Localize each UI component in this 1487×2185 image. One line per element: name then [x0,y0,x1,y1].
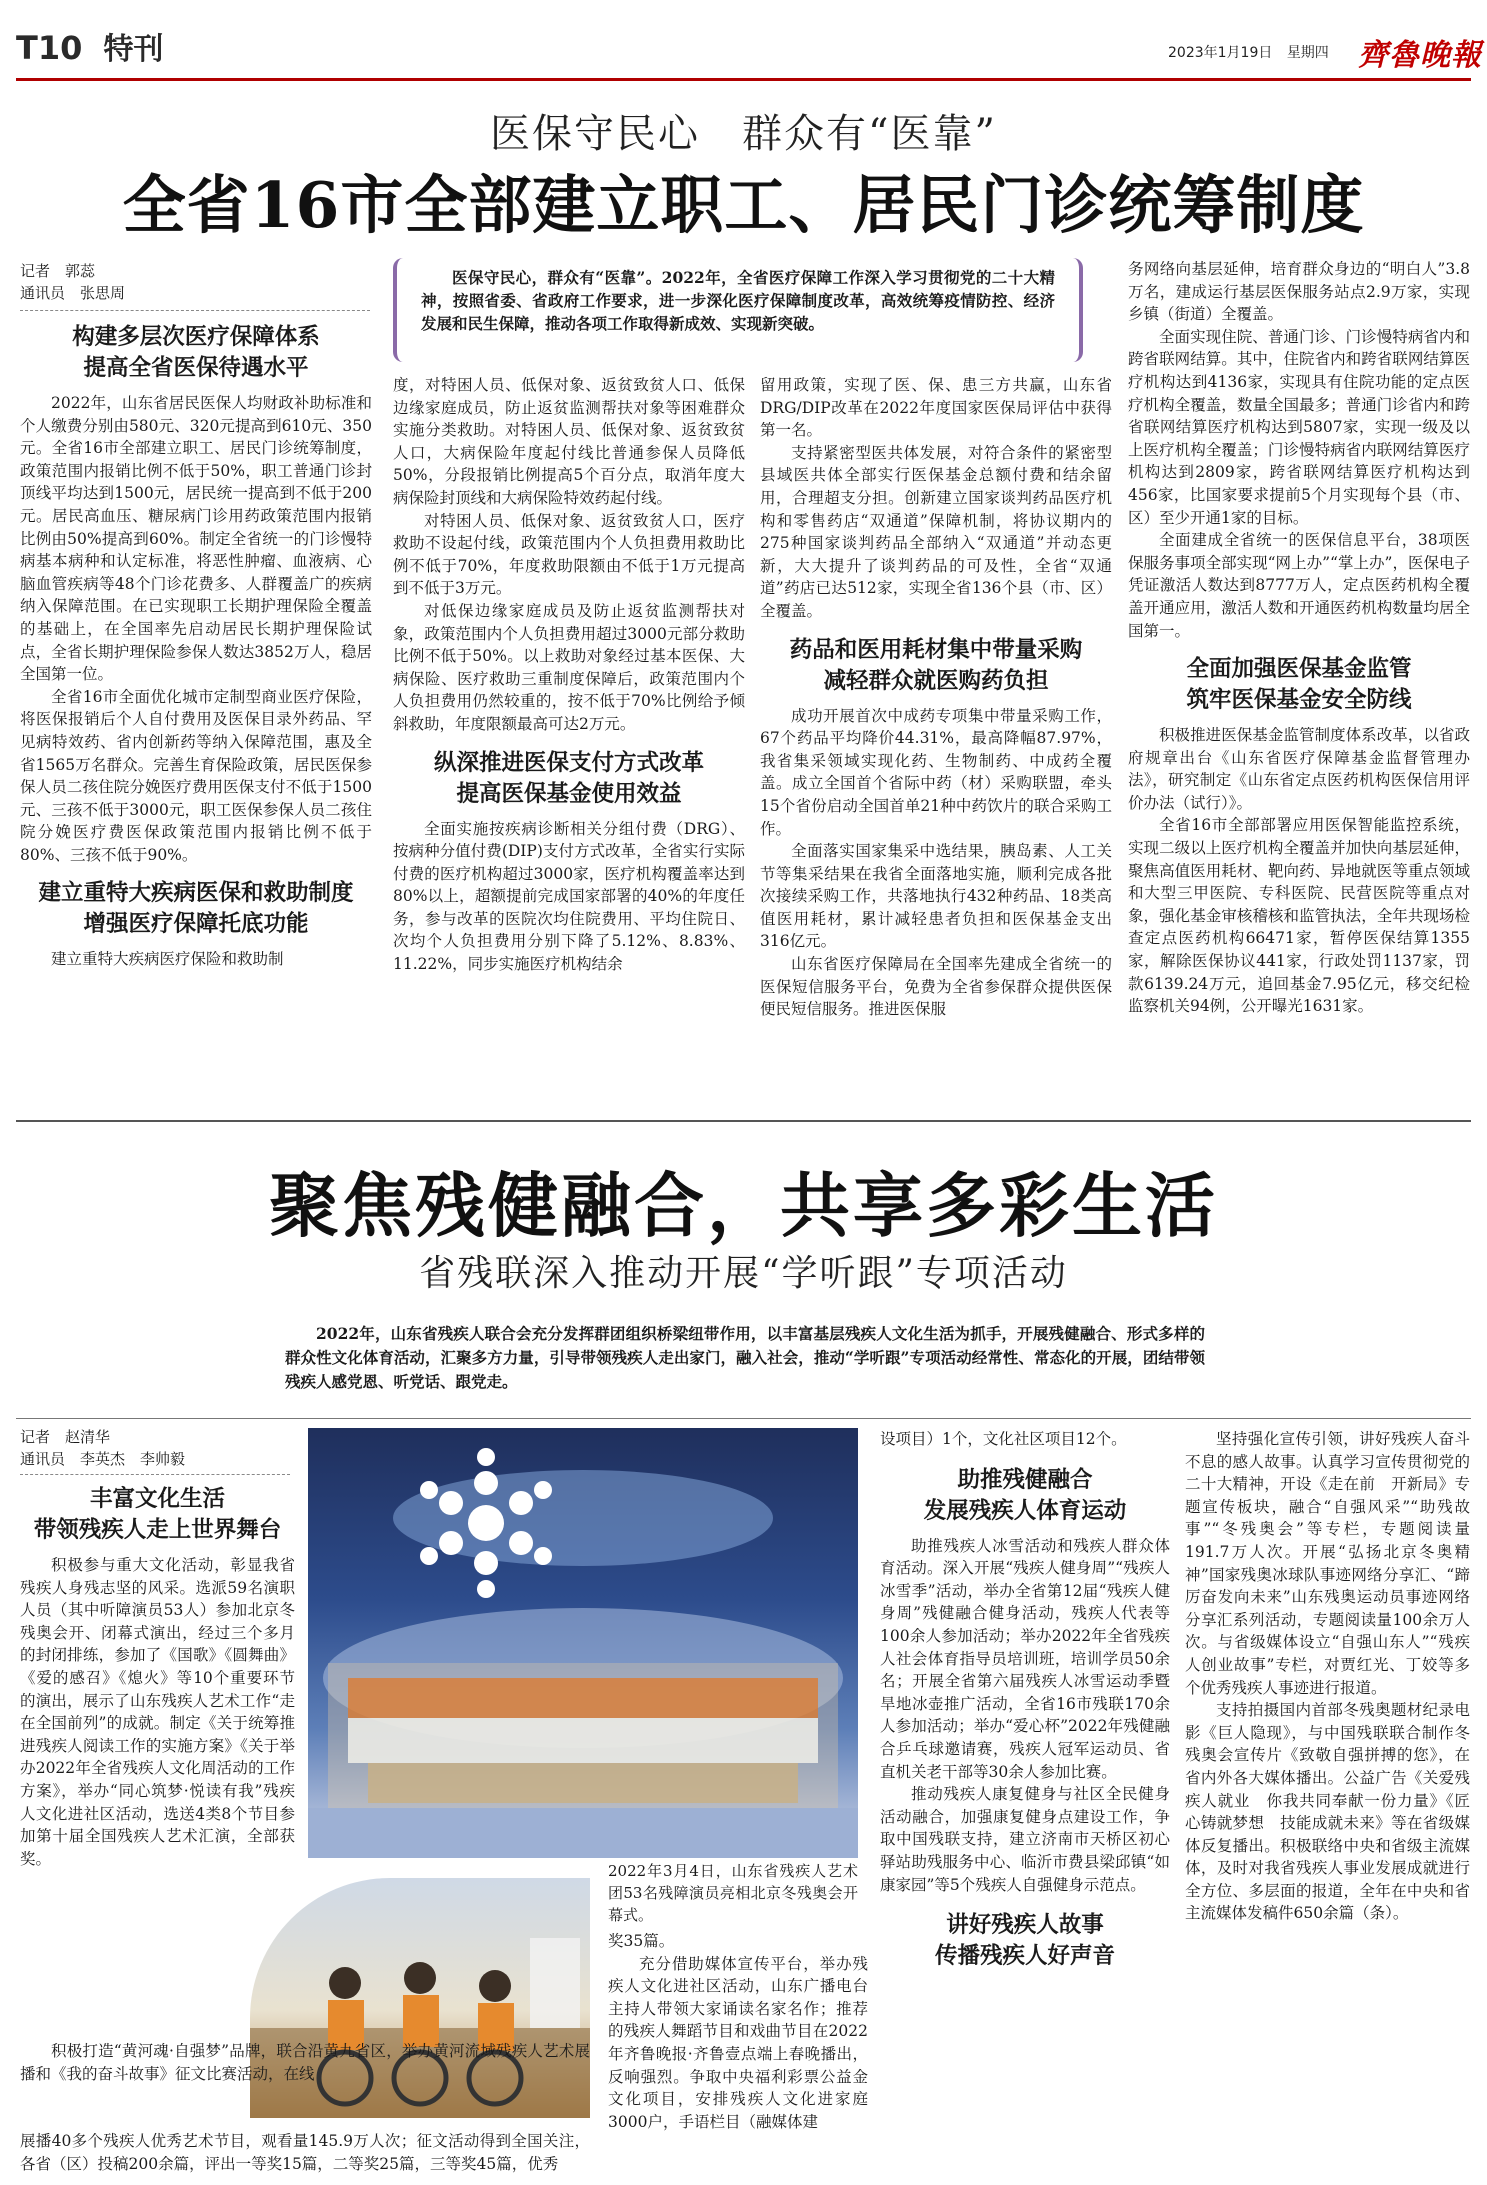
subhead-culture: 丰富文化生活 带领残疾人走上世界舞台 [33,1486,282,1543]
reporter: 记者 赵清华 [20,1428,111,1446]
photo-caption: 2022年3月4日，山东省残疾人艺术团53名残障演员亮相北京冬残奥会开幕式。 [608,1862,858,1924]
subhead-sports: 助推残健融合 发展残疾人体育运动 [923,1466,1127,1524]
article2-column-2: 奖35篇。 充分借助媒体宣传平台，举办残疾人文化进社区活动，山东广播电台主持人带领大家诵读名家名作；推荐的残疾人舞蹈节目和戏曲节目在2022年齐鲁晚报·齐鲁壹点端上春晚播出，反响强烈。争取中央福利彩票公益金文化项目，安排残疾人文化进家庭3000户，手语栏目（融媒体建 [608,1932,868,2131]
byline-divider [20,1474,290,1475]
correspondent: 通讯员 张思周 [20,284,126,302]
article1-lead: 医保守民心，群众有“医靠”。2022年，全省医疗保障工作深入学习贯彻党的二十大精神，按照省委、省政府工作要求，进一步深化医疗保障制度改革，高效统筹疫情防控、经济发展和民生保障，推动各项工作取得新成效、实现新突破。 [421,268,1055,333]
article2-byline [20,1426,300,1470]
article1-kicker: 医保守民心 群众有“医靠” [490,111,997,157]
subhead-payment-reform: 纵深推进医保支付方式改革 提高医保基金使用效益 [433,749,704,807]
ceremony-photo [308,1428,858,1858]
article1-column-4: 务网络向基层延伸，培育群众身边的“明白人”3.8万名，建成运行基层医保服务站点2.9万家，实现乡镇（街道）全覆盖。 全面实现住院、普通门诊、门诊慢特病省内和跨省联网结算。其中，住院省内和跨省联网结算医疗机构达到4136家，实现具有住院功能的定点医疗机构全覆盖，数量全国最多；普通门诊省内和跨省联网结算医疗机构达到5807家，实现一级及以上医疗机构全覆盖；门诊慢特病省内联网结算医疗机构达到2809家，跨省联网结算医疗机构达到456家，比国家要求提前5个月实现每个县（市、区）至少开通1家的目标。 全面建成全省统一的医保信息平台，38项医保服务事项全部实现“网上办”“掌上办”，医保电子凭证激活人数达到8777万人，定点医药机构全覆盖开通应用，激活人数和开通医药机构数量均居全国第一。 全面加强医保基金监管 筑牢医保基金安全防线 积极推进医保基金监管制度体系改革，以省政府规章出台《山东省医疗保障基金监督管理办法》，研究制定《山东省定点医药机构医保信用评价办法（试行）》。 全省16市全部部署应用医保智能监控系统，实现二级以上医疗机构全覆盖并加快向基层延伸，聚焦高值医用耗材、靶向药、异地就医等重点领域和大型三甲医院、专科医院、民营医院等重点对象，强化基金审核稽核和监管执法，全年共现场检查定点医药机构66471家，暂停医保结算1355家，解除医保协议441家，行政处罚1137家，罚款6139.24万元，追回基金7.95亿元，移交纪检监察机关94例，公开曝光1631家。 [1128,260,1470,1016]
reporter: 记者 郭蕊 [20,262,96,280]
subhead-serious-illness: 建立重特大疾病医保和救助制度 增强医疗保障托底功能 [38,880,354,938]
article1-headline: 全省16市全部建立职工、居民门诊统筹制度 [122,168,1365,242]
subhead-multilevel-security: 构建多层次医疗保障体系 提高全省医保待遇水平 [72,324,320,381]
ceremony-scene [308,1428,858,1858]
article1-column-3: 留用政策，实现了医、保、患三方共赢，山东省DRG/DIP改革在2022年度国家医保局评估中获得第一名。 支持紧密型医共体发展，对符合条件的紧密型县域医共体全部实行医保基金总额付费和结余留用，合理超支分担。创新建立国家谈判药品医疗机构和零售药店“双通道”保障机制，将协议期内的275种国家谈判药品全部纳入“双通道”并动态更新，大大提升了谈判药品的可及性，全省“双通道”药店已达512家，实现全省136个县（市、区）全覆盖。 药品和医用耗材集中带量采购 减轻群众就医购药负担 成功开展首次中成药专项集中带量采购工作，67个药品平均降价44.31%，最高降幅87.97%，我省集采领域实现化药、生物制药、中成药全覆盖。成立全国首个省际中药（材）采购联盟，牵头15个省份启动全国首单21种中药饮片的联合采购工作。 全面落实国家集采中选结果，胰岛素、人工关节等集采结果在我省全面落地实施，顺利完成各批次接续采购工作，共落地执行432种药品、18类高值医用耗材，累计减轻患者负担和医保基金支出316亿元。 山东省医疗保障局在全国率先建成全省统一的医保短信服务平台，免费为全省参保群众提供医保便民短信服务。推进医保服 [760,376,1112,1019]
article2-headline: 聚焦残健融合，共享多彩生活 [269,1164,1218,1247]
performers-group [308,1663,858,1858]
article2-lead: 2022年，山东省残疾人联合会充分发挥群团组织桥梁纽带作用，以丰富基层残疾人文化生活为抓手，开展残健融合、形式多样的群众性文化体育活动，汇聚多方力量，引导带领残疾人走出家门，融入社会，推动“学听跟”专项活动经常性、常态化的开展，团结带领残疾人感党恩、听党话、跟党走。 [285,1324,1205,1391]
article2-column-1-wrap: 积极打造“黄河魂·自强梦”品牌，联合沿黄九省区，举办黄河流域残疾人艺术展播和《我的奋斗故事》征文比赛活动，在线 [20,2042,590,2083]
byline-divider [20,310,370,311]
article2-column-4: 坚持强化宣传引领，讲好残疾人奋斗不息的感人故事。认真学习宣传贯彻党的二十大精神，开设《走在前 开新局》专题宣传板块，融合“自强风采”“助残故事”“冬残奥会”等专栏，专题阅读量191.7万人次。开展“弘扬北京冬奥精神”国家残奥冰球队事迹网络分享汇、“蹄厉奋发向未来”山东残奥运动员事迹网络分享汇系列活动，专题阅读量100余万人次。与省级媒体设立“自强山东人”“残疾人创业故事”专栏，对贾红光、丁姣等多个优秀残疾人事迹进行报道。 支持拍摄国内首部冬残奥题材纪录电影《巨人隐现》，与中国残联联合制作冬残奥会宣传片《致敬自强拼搏的您》，在省内外各大媒体播出。公益广告《关爱残疾人就业 你我共同奉献一份力量》《匠心铸就梦想 技能成就未来》等在省级媒体反复播出。积极联络中央和省级主流媒体，及时对我省残疾人事业发展成就进行全方位、多层面的报道，全年在中央和省主流媒体发稿件650余篇（条）。 [1185,1430,1470,1923]
article1-lead-box [393,258,1083,362]
subhead-volume-procurement: 药品和医用耗材集中带量采购 减轻群众就医购药负担 [789,636,1083,694]
issue-date: 2023年1月19日 星期四 [1168,45,1329,61]
subhead-fund-supervision: 全面加强医保基金监管 筑牢医保基金安全防线 [1186,656,1412,714]
section-name: 特刊 [103,32,164,67]
article1-column-2: 度，对特困人员、低保对象、返贫致贫人口、低保边缘家庭成员，防止返贫监测帮扶对象等困难群众实施分类救助。对特困人员、低保对象、返贫致贫人口，大病保险年度起付线比普通参保人员降低50%，分段报销比例提高5个百分点，取消年度大病保险封顶线和大病保险特效药起付线。 对特困人员、低保对象、返贫致贫人口，医疗救助不设起付线，政策范围内个人负担费用救助比例不低于70%，年度救助限额由不低于1万元提高到不低于3万元。 对低保边缘家庭成员及防止返贫监测帮扶对象，政策范围内个人负担费用超过3000元部分救助比例不低于50%。以上救助对象经过基本医保、大病保险、医疗救助三重制度保障后，政策范围内个人负担费用仍然较重的，按不低于70%比例给予倾斜救助，年度限额最高可达2万元。 纵深推进医保支付方式改革 提高医保基金使用效益 全面实施按疾病诊断相关分组付费（DRG）、按病种分值付费(DIP)支付方式改革，全省实行实际付费的医疗机构超过3000家，医疗机构覆盖率达到80%以上，超额提前完成国家部署的40%的年度任务，参与改革的医院次均住院费用、平均住院日、次均个人负担费用分别下降了5.12%、8.83%、11.22%，同步实施医疗机构结余 [393,376,745,974]
weekday: 星期四 [1286,45,1329,61]
article2-column-1: 丰富文化生活 带领残疾人走上世界舞台 积极参与重大文化活动，彰显我省残疾人身残志坚的风采。选派59名演职人员（其中听障演员53人）参加北京冬残奥会开、闭幕式演出，经过三个多月的封闭排练，参加了《国歌》《圆舞曲》《爱的感召》《熄火》等10个重要环节的演出，展示了山东残疾人艺术工作“走在全国前列”的成就。制定《关于统筹推进残疾人阅读工作的实施方案》《关于举办2022年全省残疾人文化周活动的工作方案》，举办“同心筑梦·悦读有我”残疾人文化进社区活动，选送4类8个节目参加第十届全国残疾人艺术汇演，全部获奖。 [20,1486,295,1868]
article2-subheadline: 省残联深入推动开展“学听跟”专项活动 [419,1253,1068,1294]
correspondents: 通讯员 李英杰 李帅毅 [20,1450,186,1468]
article2-column-3: 设项目）1个，文化社区项目12个。 助推残健融合 发展残疾人体育运动 助推残疾人冰雪活动和残疾人群众体育活动。深入开展“残疾人健身周”“残疾人冰雪季”活动，举办全省第12届“残疾人健身周”残健融合健身活动，残疾人代表等100余人参加活动；举办2022年全省残疾人社会体育指导员培训班，培训学员50余名；开展全省第六届残疾人冰雪运动季暨旱地冰壶推广活动，全省16市残联170余人参加活动；举办“爱心杯”2022年残健融合乒乓球邀请赛，残疾人冠军运动员、省直机关老干部等30余人参加比赛。 推动残疾人康复健身与社区全民健身活动融合，加强康复健身点建设工作，争取中国残联支持，建立济南市天桥区初心驿站助残服务中心、临沂市费县梁邱镇“如康家园”等5个残疾人自强健身示范点。 讲好残疾人故事 传播残疾人好声音 [880,1428,1170,2180]
paper-logo: 齊魯晚報 [1358,38,1482,73]
subhead-stories: 讲好残疾人故事 传播残疾人好声音 [934,1912,1115,1970]
masthead-rule [16,78,1471,81]
article2-column-1b-text: 展播40多个残疾人优秀艺术节目，观看量145.9万人次；征文活动得到全国关注，各省（区）投稿200余篇，评出一等奖15篇，二等奖25篇，三等奖45篇，优秀 [20,2132,590,2173]
page-number: T10 特刊 [16,29,164,67]
article1-byline [20,260,280,304]
article1-column-1: 构建多层次医疗保障体系 提高全省医保待遇水平 2022年，山东省居民医保人均财政补助标准和个人缴费分别由580元、320元提高到610元、350元。全省16市全部建立职工、居民门诊统筹制度，政策范围内报销比例不低于50%，职工普通门诊封顶线平均达到1500元，居民统一提高到不低于200元。居民高血压、糖尿病门诊用药政策范围内报销比例由50%提高到60%。制定全省统一的门诊慢特病基本病种和认定标准，将恶性肿瘤、血液病、心脑血管疾病等48个门诊花费多、人群覆盖广的疾病纳入保障范围。在已实现职工长期护理保险全覆盖的基础上，在全国率先启动居民长期护理保险试点，全省长期护理保险参保人数达3852万人，稳居全国第一位。 全省16市全面优化城市定制型商业医疗保险，将医保报销后个人自付费用及医保目录外药品、罕见病特效药、省内创新药等纳入保障范围，惠及全省1565万名群众。完善生育保险政策，居民医保参保人员二孩住院分娩医疗费用医保支付不低于1500元、三孩不低于3000元，职工医保参保人员二孩住院分娩医疗费医保政策范围内报销比例不低于80%、三孩不低于90%。 建立重特大疾病医保和救助制度 增强医疗保障托底功能 建立重特大疾病医疗保险和救助制 [20,324,372,969]
article-separator [16,1120,1471,1122]
lead-divider [16,1418,1471,1419]
